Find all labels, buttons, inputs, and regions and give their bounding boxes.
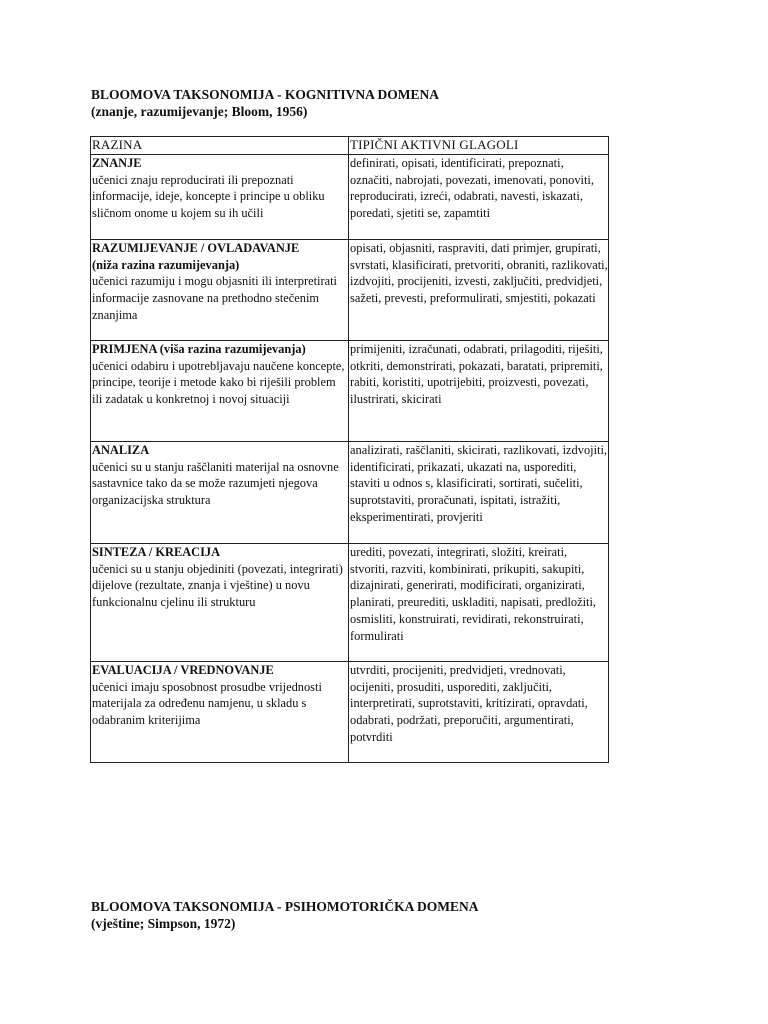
level-title: ANALIZA	[92, 442, 150, 457]
verbs-cell	[349, 154, 609, 239]
column-header-verbs: TIPIČNI AKTIVNI GLAGOLI	[349, 137, 609, 155]
level-description: učenici razumiju i mogu objasniti ili interpretirati informacije zasnovane na prethodno stečenim znanjima	[92, 274, 337, 322]
level-cell	[91, 239, 349, 340]
level-description: učenici su u stanju raščlaniti materijal na osnovne sastavnice tako da se može razumjeti njegova organizacijska struktura	[92, 459, 339, 508]
cognitive-domain-subtitle: (znanje, razumijevanje; Bloom, 1956)	[91, 104, 308, 119]
table-row	[91, 543, 609, 661]
level-cell	[91, 340, 349, 441]
cognitive-domain-title: BLOOMOVA TAKSONOMIJA - KOGNITIVNA DOMENA	[91, 87, 440, 102]
verbs-cell	[349, 661, 609, 762]
verbs-cell	[349, 239, 609, 340]
verbs-text: analizirati, raščlaniti, skicirati, razlikovati, izdvojiti, identificirati, prikazati, ukazati na, usporediti, staviti u odnos s, klasificirati, sortirati, sučeliti, suprotstaviti, proračunati, ispitati, istražiti, eksperimentirati, provjeriti	[350, 442, 608, 524]
table-row	[91, 239, 609, 340]
table-header-row	[91, 137, 609, 155]
table-row	[91, 661, 609, 762]
level-title: PRIMJENA (viša razina razumijevanja)	[92, 341, 306, 356]
level-subtitle: (niža razina razumijevanja)	[92, 257, 240, 272]
verbs-text: definirati, opisati, identificirati, prepoznati, označiti, nabrojati, povezati, imenovati, ponoviti, reproducirati, izreći, odabrati, navesti, iskazati, poredati, sjetiti se, zapamtiti	[350, 155, 594, 221]
table-row	[91, 340, 609, 441]
level-description: učenici su u stanju objediniti (povezati, integrirati) dijelove (rezultate, znanja i vještine) u novu funkcionalnu cjelinu ili strukturu	[92, 561, 343, 610]
table-row	[91, 441, 609, 543]
level-cell	[91, 543, 349, 661]
level-title: RAZUMIJEVANJE / OVLADAVANJE	[92, 240, 300, 255]
verbs-text: primijeniti, izračunati, odabrati, prilagoditi, riješiti, otkriti, demonstrirati, pokazati, baratati, pripremiti, rabiti, koristiti, upotrijebiti, proizvesti, povezati, ilustrirati, skicirati	[350, 341, 603, 407]
verbs-cell	[349, 340, 609, 441]
level-cell	[91, 441, 349, 543]
level-title: ZNANJE	[92, 155, 142, 170]
psychomotor-domain-title: BLOOMOVA TAKSONOMIJA - PSIHOMOTORIČKA DOMENA	[91, 899, 479, 914]
level-title: EVALUACIJA / VREDNOVANJE	[92, 662, 274, 677]
verbs-cell	[349, 441, 609, 543]
verbs-text: utvrditi, procijeniti, predvidjeti, vrednovati, ocijeniti, prosuditi, usporediti, zaključiti, interpretirati, suprotstaviti, kritizirati, opravdati, odabrati, podržati, preporučiti, argumentirati, potvrditi	[350, 662, 588, 744]
verbs-text: urediti, povezati, integrirati, složiti, kreirati, stvoriti, razviti, kombinirati, prikupiti, sakupiti, dizajnirati, generirati, modificirati, organizirati, planirati, preurediti, uskladiti, napisati, predložiti, osmisliti, konstruirati, revidirati, rekonstruirati, formulirati	[350, 544, 597, 643]
psychomotor-domain-heading	[91, 898, 479, 932]
level-description: učenici znaju reproducirati ili prepoznati informacije, ideje, koncepte i principe u obliku sličnom onome u kojem su ih učili	[92, 172, 325, 221]
verbs-cell	[349, 543, 609, 661]
level-cell	[91, 154, 349, 239]
cognitive-domain-heading	[91, 86, 439, 120]
table-row	[91, 154, 609, 239]
level-description: učenici imaju sposobnost prosudbe vrijednosti materijala za određenu namjenu, u skladu s odabranim kriterijima	[92, 679, 322, 728]
psychomotor-domain-subtitle: (vještine; Simpson, 1972)	[91, 916, 236, 931]
level-title: SINTEZA / KREACIJA	[92, 544, 221, 559]
level-cell	[91, 661, 349, 762]
column-header-level: RAZINA	[91, 137, 349, 155]
taxonomy-table	[90, 136, 609, 763]
level-description: učenici odabiru i upotrebljavaju naučene koncepte, principe, teorije i metode kako bi riješili problem ili zadatak u konkretnoj i novoj situaciji	[92, 358, 345, 407]
verbs-text: opisati, objasniti, raspraviti, dati primjer, grupirati, svrstati, klasificirati, pretvoriti, obraniti, razlikovati, izdvojiti, procijeniti, izvesti, zaključiti, predvidjeti, sažeti, prevesti, preformulirati, smjestiti, pokazati	[350, 240, 608, 306]
